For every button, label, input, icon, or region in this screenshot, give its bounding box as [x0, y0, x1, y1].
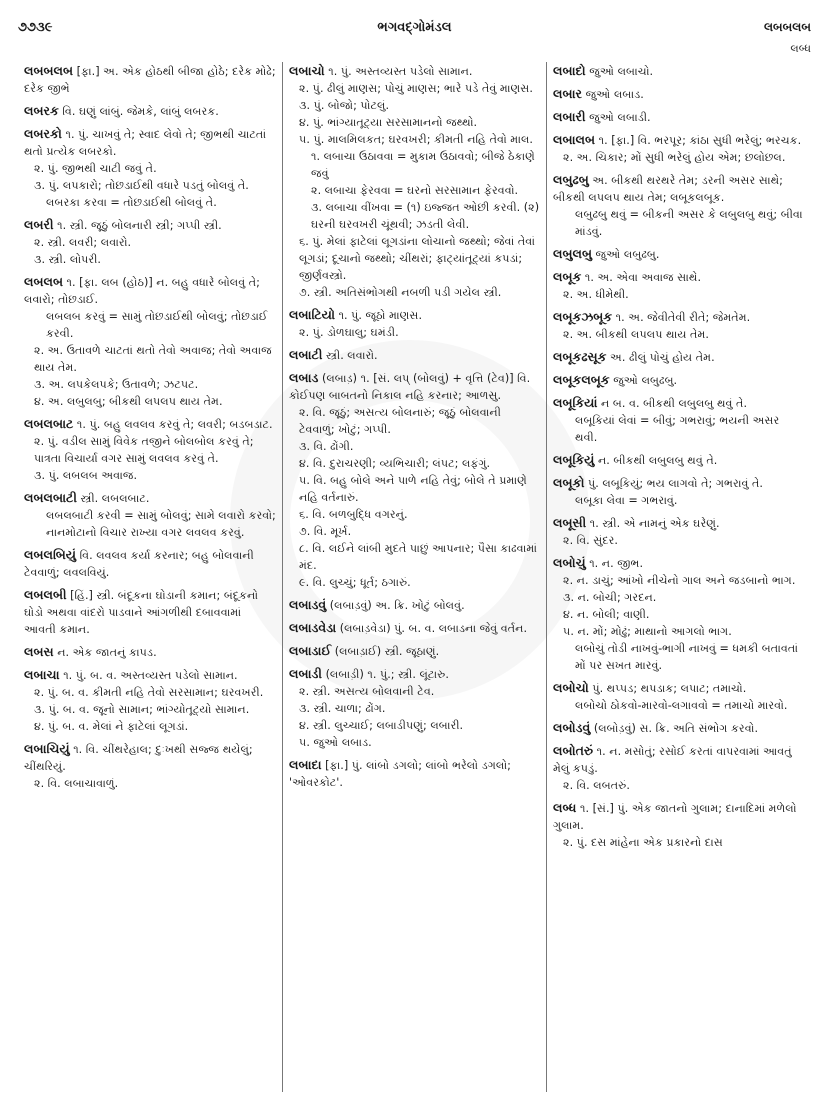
definition: (લબાડ઼) ૧. [સં. લપ્ (બોલવું) + વૃત્તિ (ટેવ)] વિ. કોઈપણ બાબતનો નિકાલ નહિ કરનાર; આળસુ.	[289, 372, 531, 402]
definition: પું. લબૂકિયું; ભય લાગવો તે; ગભરાવું તે.	[588, 477, 763, 490]
column-left	[18, 62, 282, 1092]
idiom-line: લબોચું તોડી નાખવું-ભાગી નાખવું = ધમકી બતાવતાં મોં પર સખત મારવું.	[575, 642, 799, 672]
sense-line: ૨. પું. ઢીલું માણસ; પોચું માણસ; ભારે પડે તેવું માણસ.	[299, 82, 533, 95]
dictionary-entry	[553, 62, 804, 80]
definition: અ. બીકથી થરથરે તેમ; ડરની અસર સાથે; બીકથી લપલપ થાય તેમ; લબૂકલબૂક.	[553, 174, 783, 204]
headword: લબાડ	[289, 370, 319, 385]
sense-line: ૩. સ્ત્રી. ચાળા; ઢોંગ.	[299, 702, 386, 715]
headword: લબૂકો	[553, 475, 585, 490]
definition: [હિં.] સ્ત્રી. બંદૂકના ઘોડાની કમાન; બંદૂકનો ઘોડો અથવા વાંદરો પાડવાને આંગળીથી દબાવવામાં આવતી કમાન.	[24, 589, 259, 636]
dictionary-entry	[553, 308, 804, 343]
headword: લબુલબુ	[553, 246, 592, 261]
definition: ૧. સ્ત્રી. જૂઠું બોલનારી સ્ત્રી; ગપ્પી સ્ત્રી.	[57, 219, 222, 232]
sense-line: ૨. વિ. જૂઠું; અસત્ય બોલનારું; જૂઠું બોલવાની ટેવવાળું; ખોટું; ગપ્પી.	[299, 406, 501, 436]
sense-line: ૨. સ્ત્રી. લવરી; લવારો.	[34, 236, 132, 249]
definition: ૧. [ફા. લબ (હોઠ)] ન. બહુ વધારે બોલવું તે; લવારો; તોછડાઈ.	[24, 276, 260, 306]
dictionary-entry	[553, 719, 804, 737]
headword: લબલબિયું	[24, 547, 77, 562]
dictionary-entry	[24, 489, 276, 541]
definition: વિ. લવલવ કર્યા કરનાર; બહુ બોલવાની ટેવવાળું; લવલવિયું.	[24, 549, 254, 579]
sense-line: ૪. અ. લબુલબુ; બીકથી લપલપ થાય તેમ.	[34, 395, 223, 408]
headword: લબોચો	[553, 680, 589, 695]
definition: જુઓ લબાડ.	[585, 88, 644, 101]
definition: ૧. પું. ચાખવું તે; સ્વાદ લેવો તે; જીભથી ચાટતાં થતો પ્રત્યેક લબરકો.	[24, 128, 267, 158]
dictionary-entry	[24, 216, 276, 268]
definition: ન. એક જાતનું કાપડ.	[57, 646, 157, 659]
sense-line: ૫. વિ. બહુ બોલે અને પાળે નહિ તેવું; બોલે તે પ્રમાણે નહિ વર્તનારું.	[299, 474, 527, 504]
sense-line: ૬. પું. મેલાં ફાટેલાં લૂગડાંના લોચાનો જથ્થો; જેવાં તેવાં લૂગડાં; દૂચાનો જથ્થો; ચીંથરાં; ફાટ્યાંતૂટ્યાં કપડાં; જીર્ણવસ્ત્રો.	[299, 235, 535, 282]
dictionary-entry	[553, 451, 804, 469]
dictionary-entry	[24, 415, 276, 484]
dictionary-entry	[553, 348, 804, 366]
dictionary-entry	[553, 171, 804, 240]
headword: લબૂકલબૂક	[553, 372, 610, 387]
sense-line: ૪. પું. ભાંગ્યાતૂટ્યા સરસામાનનો જથ્થો.	[299, 116, 478, 129]
dictionary-entry	[553, 394, 804, 446]
definition: ૧. સ્ત્રી. એ નામનું એક ઘરેણું.	[589, 517, 720, 530]
guide-word-last: લબ્ધ	[790, 42, 811, 55]
dictionary-entry	[289, 619, 540, 637]
idiom-line: લબૂકિયાં લેવાં = બીવું; ગભરાવું; ભયની અસર થવી.	[575, 414, 780, 444]
headword: લબલબ	[24, 274, 63, 289]
column-middle	[282, 62, 546, 1092]
definition: ૧. [ફા.] વિ. ભરપૂર; કાંઠા સુધી ભરેલું; ભરચક.	[598, 134, 802, 147]
headword: લબાડાઈ	[289, 643, 332, 658]
headword: લબૂકઢસૂક	[553, 349, 607, 364]
headword: લબાટી	[289, 347, 323, 362]
page-number: ૭૭૩૯	[18, 20, 53, 35]
dictionary-entry	[553, 131, 804, 166]
headword: લબોચું	[553, 555, 586, 570]
dictionary-entry	[289, 642, 540, 660]
definition: ન. બીકથી લબુલબુ થવું તે.	[597, 454, 718, 467]
headword: લબરી	[24, 217, 54, 232]
sense-line: ૨. અ. ધીમેથી.	[563, 288, 629, 301]
definition: (લબાડ઼ાઈ) સ્ત્રી. જૂઠાણું.	[334, 645, 440, 658]
headword: લબાડવેડા	[289, 620, 337, 635]
definition: પું. થપ્પડ; થપડાક; લપાટ; તમાચો.	[592, 682, 747, 695]
definition: ૧. પું. બહુ લવલવ કરવું તે; લવરી; બડબડાટ.	[76, 418, 273, 431]
dictionary-entry	[553, 268, 804, 303]
definition: ૧. વિ. ચીંથરેહાલ; દુઃખથી સજ્જ થયેલું; ચીંથરિયું.	[24, 743, 253, 773]
idiom-line: લબોચો ઠોકવો-મારવો-લગાવવો = તમાચો મારવો.	[575, 699, 788, 712]
headword: લબરકો	[24, 126, 62, 141]
sense-line: ૪. વિ. દુરાચરણી; વ્યભિચારી; લંપટ; લફંગું.	[299, 457, 491, 470]
definition: [ફા.] અ. એક હોઠથી બીજા હોઠે; દરેક મોઢે; દરેક જીભે	[24, 65, 276, 95]
sense-line: ૪. ન. બોલી; વાણી.	[563, 608, 650, 621]
definition: વિ. ઘણું લાંબું. જેમકે, લાંબું લબરક.	[62, 105, 219, 118]
running-title: ભગવદ્ગોમંડલ	[377, 20, 452, 35]
headword: લબ્ધ	[553, 800, 577, 815]
dictionary-entry	[24, 586, 276, 638]
definition: ૧. પું. અસ્તવ્યસ્ત પડેલો સામાન.	[328, 65, 473, 78]
headword: લબોતરું	[553, 743, 594, 758]
dictionary-entry	[24, 740, 276, 792]
dictionary-entry	[553, 554, 804, 674]
idiom-line: લબુઢબુ થવું = બીકની અસર કે લબુલબુ થવું; બીવા માંડવું.	[575, 208, 803, 238]
headword: લબૂકિયું	[553, 452, 595, 467]
headword: લબાદો	[553, 63, 586, 78]
definition: સ્ત્રી. લબલબાટ.	[80, 492, 150, 505]
dictionary-entry	[289, 369, 540, 591]
sense-line: ૩. અ. લપકેલપકે; ઉતાવળે; ઝટપટ.	[34, 378, 199, 391]
definition: ૧. પું. બ. વ. અસ્તવ્યસ્ત પડેલો સામાન.	[63, 669, 238, 682]
headword: લબાડવું	[289, 597, 327, 612]
sense-line: ૭. વિ. મૂર્ખ.	[299, 525, 352, 538]
sense-line: ૬. વિ. બળબુદ્ધિ વગરનું.	[299, 508, 408, 521]
headword: લબારી	[553, 109, 586, 124]
sense-line: ૪. સ્ત્રી. લુચ્ચાઈ; લબાડીપણું; લબારી.	[299, 719, 464, 732]
sense-line: ૨. પું. જીભથી ચાટી જવું તે.	[34, 162, 157, 175]
definition: (લબાડ઼વું) અ. ક્રિ. ખોટું બોલવું.	[329, 599, 465, 612]
dictionary-entry	[24, 666, 276, 735]
headword: લબોડવું	[553, 720, 591, 735]
idiom-line: લબલબ કરવું = સામું તોછડાઈથી બોલવું; તોછડાઈ કરવી.	[46, 310, 268, 340]
dictionary-entry	[24, 125, 276, 211]
sense-line: ૩. વિ. ઢોંગી.	[299, 440, 354, 453]
dictionary-entry	[289, 346, 540, 364]
dictionary-entry	[24, 273, 276, 410]
column-right	[546, 62, 810, 1092]
sense-line: ૭. સ્ત્રી. અતિસંભોગથી નબળી પડી ગયેલ સ્ત્રી.	[299, 286, 502, 299]
headword: લબુઢબુ	[553, 172, 589, 187]
definition: જુઓ લબાચો.	[589, 65, 654, 78]
definition: ૧. અ. જેવીતેવી રીતે; જેમતેમ.	[615, 311, 751, 324]
sense-line: ૨. પું. બ. વ. કીમતી નહિ તેવો સરસામાન; ઘરવખરી.	[34, 686, 264, 699]
definition: જુઓ લબુઢબુ.	[613, 374, 678, 387]
definition: ન બ. વ. બીકથી લબુલબુ થવું તે.	[601, 397, 748, 410]
sense-line: ૫. ન. મોં; મોઢું; માથાનો આગલો ભાગ.	[563, 625, 732, 638]
dictionary-entry	[553, 474, 804, 509]
sense-line: ૫. પું. માલમિલકત; ઘરવખરી; કીમતી નહિ તેવો માલ.	[299, 133, 533, 146]
sense-line: ૨. વિ. સુંદર.	[563, 534, 618, 547]
idiom-line: ૩. લબાચા વીંખવા = (૧) ઇજ્જત ઓછી કરવી. (૨) ઘરની ઘરવખરી ચૂંથવી; ઝડતી લેવી.	[311, 201, 540, 231]
definition: [ફા.] પું. લાંબો ડગલો; લાંબો ભરેલો ડગલો; 'ઓવરકોટ'.	[289, 759, 511, 789]
sense-line: ૨. વિ. લબતરું.	[563, 779, 630, 792]
headword: લબાચા	[24, 667, 60, 682]
sense-line: ૯. વિ. લુચ્ચું; ધૂર્ત; ઠગારું.	[299, 576, 411, 589]
dictionary-entry	[289, 596, 540, 614]
definition: ૧. ન. મસોતું; રસોઈ કરતાં વાપરવામાં આવતું મેલું કપડું.	[553, 745, 792, 775]
dictionary-entry	[24, 643, 276, 661]
dictionary-columns	[18, 62, 815, 1092]
dictionary-entry	[553, 108, 804, 126]
definition: ૧. પું. જૂઠો માણસ.	[338, 309, 423, 322]
headword: લબૂક	[553, 269, 582, 284]
dictionary-entry	[553, 799, 804, 851]
headword: લબૂકિયાં	[553, 395, 598, 410]
headword: લબૂસી	[553, 515, 587, 530]
sense-line: ૨. પું. વડીલ સામું વિવેક તજીને બોલબોલ કરવું તે; પાત્રતા વિચાર્યા વગર સામું લવલવ કરવું તે.	[34, 435, 254, 465]
sense-line: ૩. પું. બોજો; પોટલું.	[299, 99, 390, 112]
headword: લબાડી	[289, 666, 322, 681]
sense-line: ૨. સ્ત્રી. અસત્ય બોલવાની ટેવ.	[299, 685, 435, 698]
dictionary-entry	[24, 546, 276, 581]
sense-line: ૩. ન. બોચી; ગરદન.	[563, 591, 657, 604]
dictionary-entry	[553, 371, 804, 389]
dictionary-entry	[289, 756, 540, 791]
sense-line: ૨. ન. ડાચું; આંખો નીચેનો ગાલ અને જડબાનો ભાગ.	[563, 574, 796, 587]
headword: લબલબાટી	[24, 490, 77, 505]
headword: લબાચિયું	[24, 741, 70, 756]
headword: લબૂકઝબૂક	[553, 309, 613, 324]
sense-line: ૩. પું. લપકારો; તોછડાઈથી વધારે પડતું બોલવું તે.	[34, 179, 249, 192]
idiom-line: લબલબાટી કરવી = સામું બોલવું; સામે લવારો કરવો; નાનમોટાનો વિચાર રાખ્યા વગર લવલવ કરવું.	[46, 509, 276, 539]
sense-line: ૫. જુઓ લબાડ.	[299, 736, 372, 749]
headword: લબલબી	[24, 587, 67, 602]
headword: લબરક	[24, 103, 59, 118]
dictionary-entry	[553, 85, 804, 103]
definition: જુઓ લબુઢબુ.	[595, 248, 660, 261]
headword: લબાલબ	[553, 132, 596, 147]
sense-line: ૨. અ. બીકથી લપલપ થાય તેમ.	[563, 328, 709, 341]
definition: ૧. અ. એવા અવાજ સાથે.	[584, 271, 702, 284]
sense-line: ૮. વિ. લઈને લાંબી મુદતે પાછું આપનાર; પૈસા કાઢવામાં મંદ.	[299, 542, 537, 572]
dictionary-entry	[24, 62, 276, 97]
headword: લબાર	[553, 86, 583, 101]
sense-line: ૨. પું. ડોળઘાલુ; ઘમંડી.	[299, 326, 399, 339]
dictionary-entry	[553, 679, 804, 714]
sense-line: ૨. વિ. લબાચાવાળું.	[34, 777, 119, 790]
idiom-line: લબરકા કરવા = તોછડાઈથી બોલવું તે.	[46, 196, 217, 209]
guide-word-first: લબબલબ	[763, 20, 811, 34]
dictionary-entry	[553, 742, 804, 794]
sense-line: ૩. સ્ત્રી. લોપરી.	[34, 253, 101, 266]
definition: જુઓ લબાડી.	[589, 111, 651, 124]
sense-line: ૨. અ. ઉતાવળે ચાટતાં થતો તેવો અવાજ; તેવો અવાજ થાય તેમ.	[34, 344, 272, 374]
sense-line: ૨. પું. દસ માંહેના એક પ્રકારનો દાસ	[563, 836, 723, 849]
definition: ૧. [સં.] પું. એક જાતનો ગુલામ; દાનાદિમાં મળેલો ગુલામ.	[553, 802, 797, 832]
dictionary-entry	[289, 665, 540, 751]
definition: (લબાડ઼વેડા) પું. બ. વ. લબાડના જેવું વર્તન.	[339, 622, 528, 635]
idiom-line: ૨. લબાચા ફેરવવા = ઘરનો સરસામાન ફેરવવો.	[311, 184, 519, 197]
definition: અ. ઢીલું પોચું હોય તેમ.	[610, 351, 715, 364]
dictionary-entry	[289, 62, 540, 301]
page-header	[18, 20, 811, 60]
headword: લબબલબ	[24, 63, 74, 78]
headword: લબાટિયો	[289, 307, 336, 322]
headword: લબસ	[24, 644, 54, 659]
definition: સ્ત્રી. લવારો.	[325, 349, 378, 362]
idiom-line: ૧. લબાચા ઉઠાવવા = મુકામ ઉઠાવવો; બીજે ઠેકાણે જવું	[311, 150, 535, 180]
headword: લબલબાટ	[24, 416, 74, 431]
sense-line: ૪. પું. બ. વ. મેલાં ને ફાટેલાં લૂગડાં.	[34, 720, 189, 733]
sense-line: ૩. પું. લબલબ અવાજ.	[34, 469, 138, 482]
dictionary-entry	[289, 306, 540, 341]
idiom-line: લબૂકા લેવા = ગભરાવું.	[575, 494, 678, 507]
dictionary-entry	[553, 514, 804, 549]
dictionary-entry	[553, 245, 804, 263]
definition: (લબોડ઼વું) સ. ક્રિ. અતિ સંભોગ કરવો.	[593, 722, 759, 735]
definition: ૧. ન. જીભ.	[589, 557, 644, 570]
headword: લબાચો	[289, 63, 325, 78]
definition: (લબાડ઼ી) ૧. પું.; સ્ત્રી. લૂંટારુ.	[325, 668, 449, 681]
headword: લબાદા	[289, 757, 322, 772]
dictionary-entry	[24, 102, 276, 120]
sense-line: ૨. અ. ચિકાર; મોં સુધી ભરેલું હોય એમ; છલોછલ.	[563, 151, 786, 164]
sense-line: ૩. પું. બ. વ. જૂનો સામાન; ભાંગ્યોતૂટ્યો સામાન.	[34, 703, 250, 716]
